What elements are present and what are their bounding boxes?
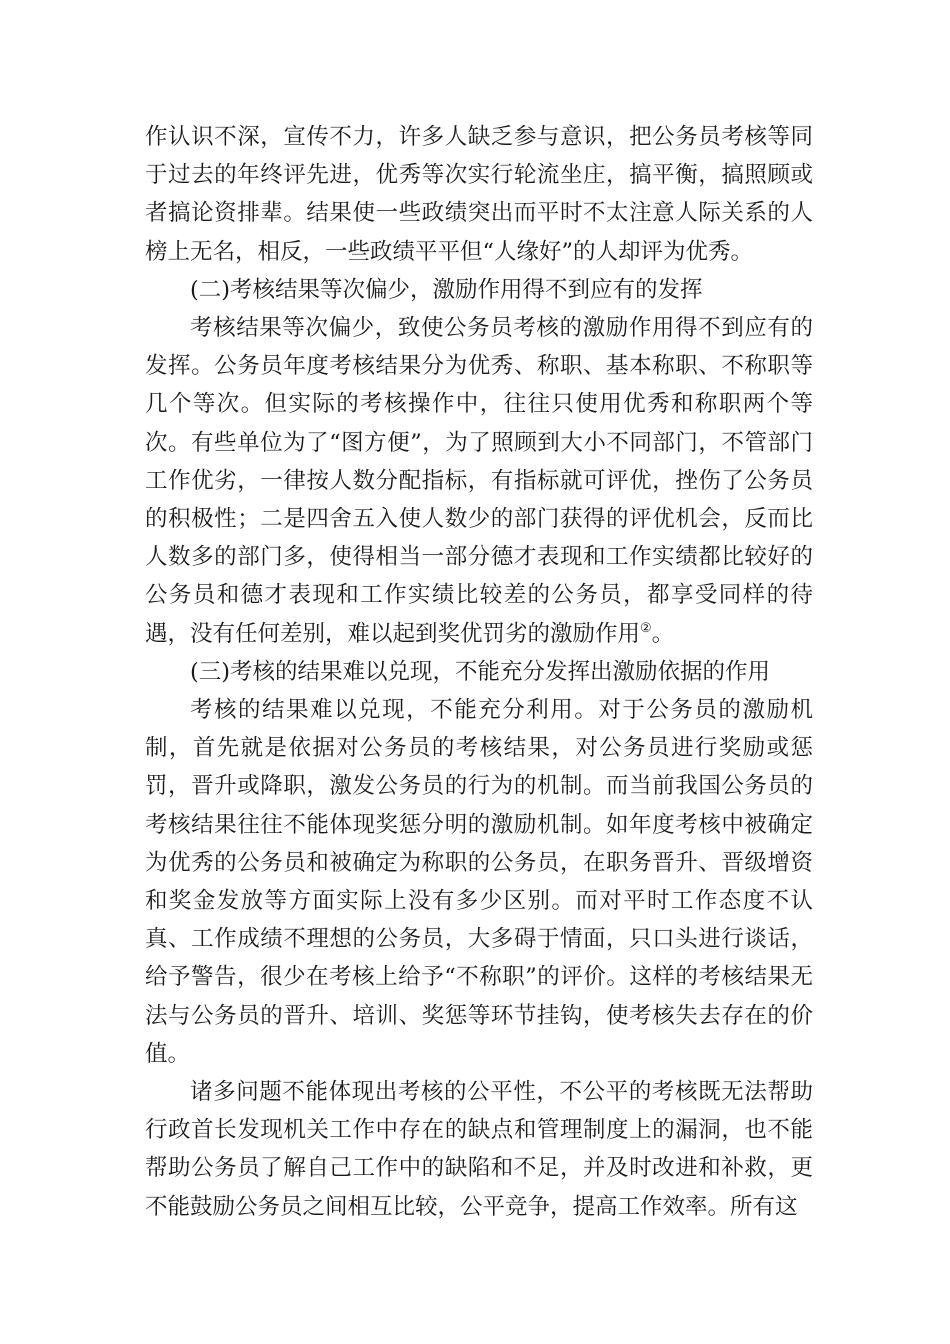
paragraph-continued: 作认识不深，宣传不力，许多人缺乏参与意识，把公务员考核等同于过去的年终评先进，优秀等次实行轮流坐庄，搞平衡，搞照顾或者搞论资排辈。结果使一些政绩突出而平时不太注意人际关系的人榜上无名，相反，一些政绩平平但“人缘好”的人却评为优秀。 xyxy=(145,124,813,265)
footnote-marker[interactable]: ② xyxy=(640,620,652,636)
section-heading-3: (三)考核的结果难以兑现，不能充分发挥出激励依据的作用 xyxy=(190,658,771,685)
document-page xyxy=(145,118,813,1226)
paragraph-2 xyxy=(145,309,813,653)
paragraph-3: 考核的结果难以兑现，不能充分利用。对于公务员的激励机制，首先就是依据对公务员的考核结果，对公务员进行奖励或惩罚，晋升或降职，激发公务员的行为的机制。而当前我国公务员的考核结果往往不能体现奖惩分明的激励机制。如年度考核中被确定为优秀的公务员和被确定为称职的公务员，在职务晋升、晋级增资和奖金发放等方面实际上没有多少区别。而对平时工作态度不认真、工作成绩不理想的公务员，大多碍于情面，只口头进行谈话，给予警告，很少在考核上给予“不称职”的评价。这样的考核结果无法与公务员的晋升、培训、奖惩等环节挂钩，使考核失去存在的价值。 xyxy=(145,697,813,1067)
paragraph-2-text: 考核结果等次偏少，致使公务员考核的激励作用得不到应有的发挥。公务员年度考核结果分为优秀、称职、基本称职、不称职等几个等次。但实际的考核操作中，往往只使用优秀和称职两个等次。有些单位为了“图方便”，为了照顾到大小不同部门，不管部门工作优劣，一律按人数分配指标，有指标就可评优，挫伤了公务员的积极性；二是四舍五入使人数少的部门获得的评优机会，反而比人数多的部门多，使得相当一部分德才表现和工作实绩都比较好的公务员和德才表现和工作实绩比较差的公务员，都享受同样的待遇，没有任何差别，难以起到奖优罚劣的激励作用 xyxy=(145,315,813,647)
paragraph-4: 诸多问题不能体现出考核的公平性，不公平的考核既无法帮助行政首长发现机关工作中存在的缺点和管理制度上的漏洞，也不能帮助公务员了解自己工作中的缺陷和不足，并及时改进和补救，更不能鼓励公务员之间相互比较，公平竞争，提高工作效率。所有这 xyxy=(145,1079,813,1220)
section-heading-2: (二)考核结果等次偏少，激励作用得不到应有的发挥 xyxy=(190,276,703,303)
paragraph-2-end: 。 xyxy=(651,620,675,647)
